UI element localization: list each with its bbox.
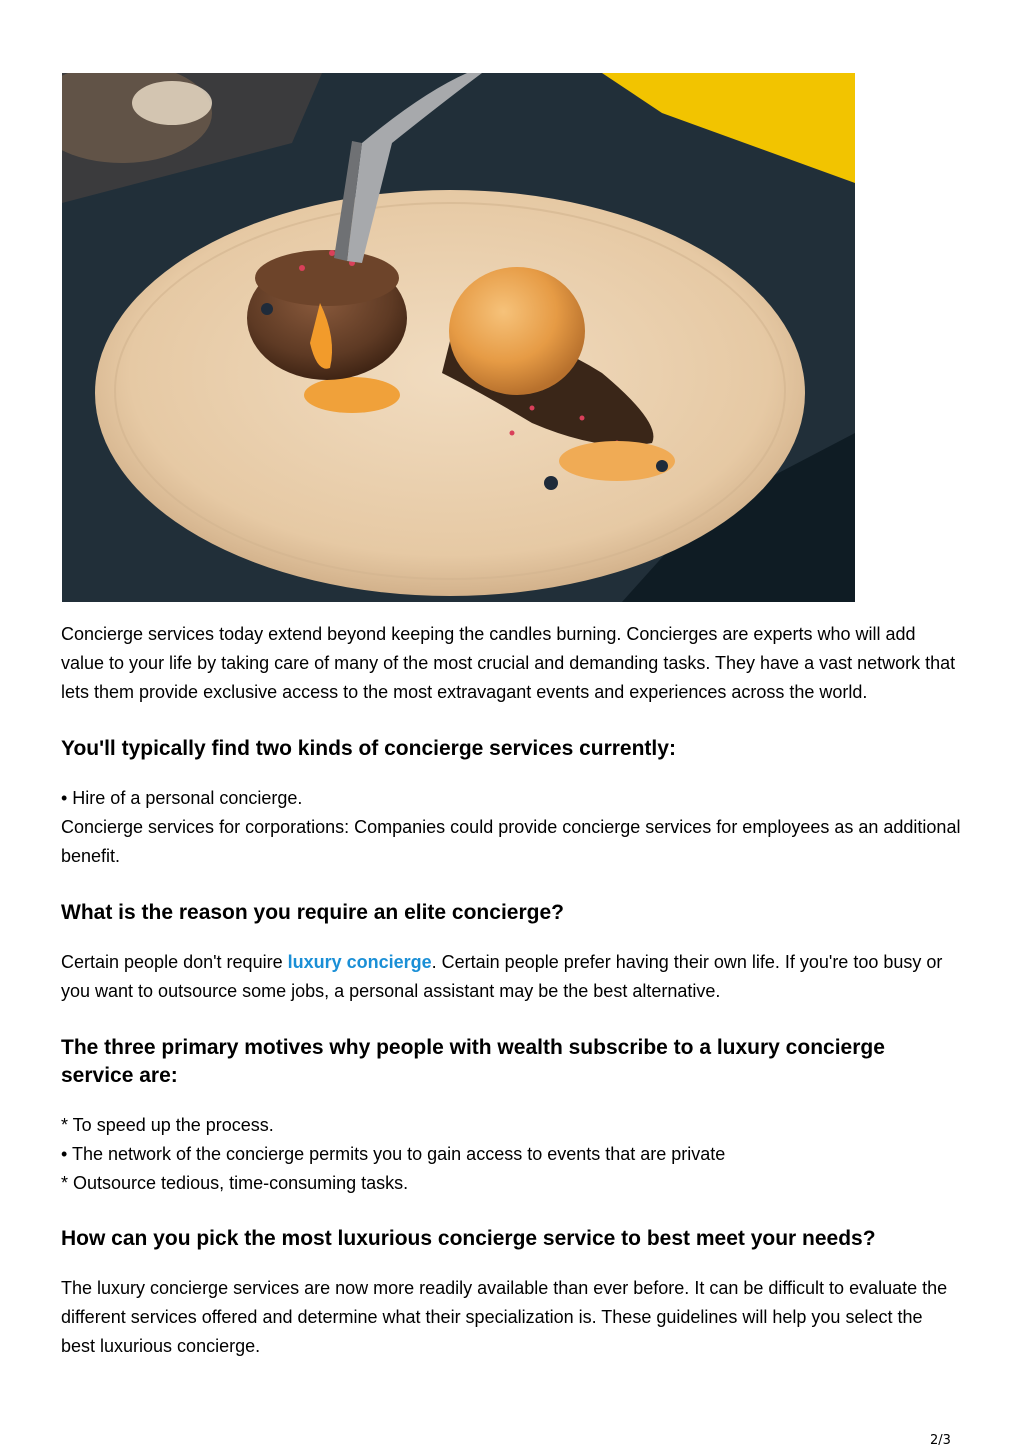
reason-text-before-link: Certain people don't require [61, 952, 288, 972]
kinds-heading: You'll typically find two kinds of concierge services currently: [61, 737, 676, 760]
page-number: 2/3 [930, 1433, 951, 1448]
pick-heading: How can you pick the most luxurious concierge service to best meet your needs? [61, 1227, 876, 1250]
reason-heading: What is the reason you require an elite concierge? [61, 901, 564, 924]
article-body [61, 620, 961, 1361]
kinds-line-personal: • Hire of a personal concierge. [61, 788, 303, 808]
reason-paragraph [61, 948, 961, 1006]
motives-heading: The three primary motives why people with wealth subscribe to a luxury concierge service are: [61, 1036, 885, 1087]
motive-item: * Outsource tedious, time-consuming tasks. [61, 1173, 409, 1193]
dessert-plate-illustration [62, 73, 855, 602]
pick-paragraph: The luxury concierge services are now more readily available than ever before. It can be difficult to evaluate the different services offered and determine what their specialization is. These guidelines will help you select the best luxurious concierge. [61, 1278, 948, 1356]
kinds-paragraph [61, 784, 961, 871]
luxury-concierge-link[interactable]: luxury concierge [287, 952, 432, 972]
hero-image-dessert [62, 73, 855, 602]
reason-text-after-link: . Certain people prefer having their own life. If you're too busy or you want to outsource some jobs, a personal assistant may be the best alternative. [61, 952, 943, 1001]
motive-item: • The network of the concierge permits you to gain access to events that are private [61, 1144, 726, 1164]
motives-list [61, 1111, 961, 1198]
motive-item: * To speed up the process. [61, 1115, 274, 1135]
intro-paragraph: Concierge services today extend beyond keeping the candles burning. Concierges are experts who will add value to your life by taking care of many of the most crucial and demanding tasks. They have a vast network that lets them provide exclusive access to the most extravagant events and experiences across the world. [61, 624, 956, 702]
kinds-line-corporate: Concierge services for corporations: Companies could provide concierge services for employees as an additional benefit. [61, 817, 961, 866]
